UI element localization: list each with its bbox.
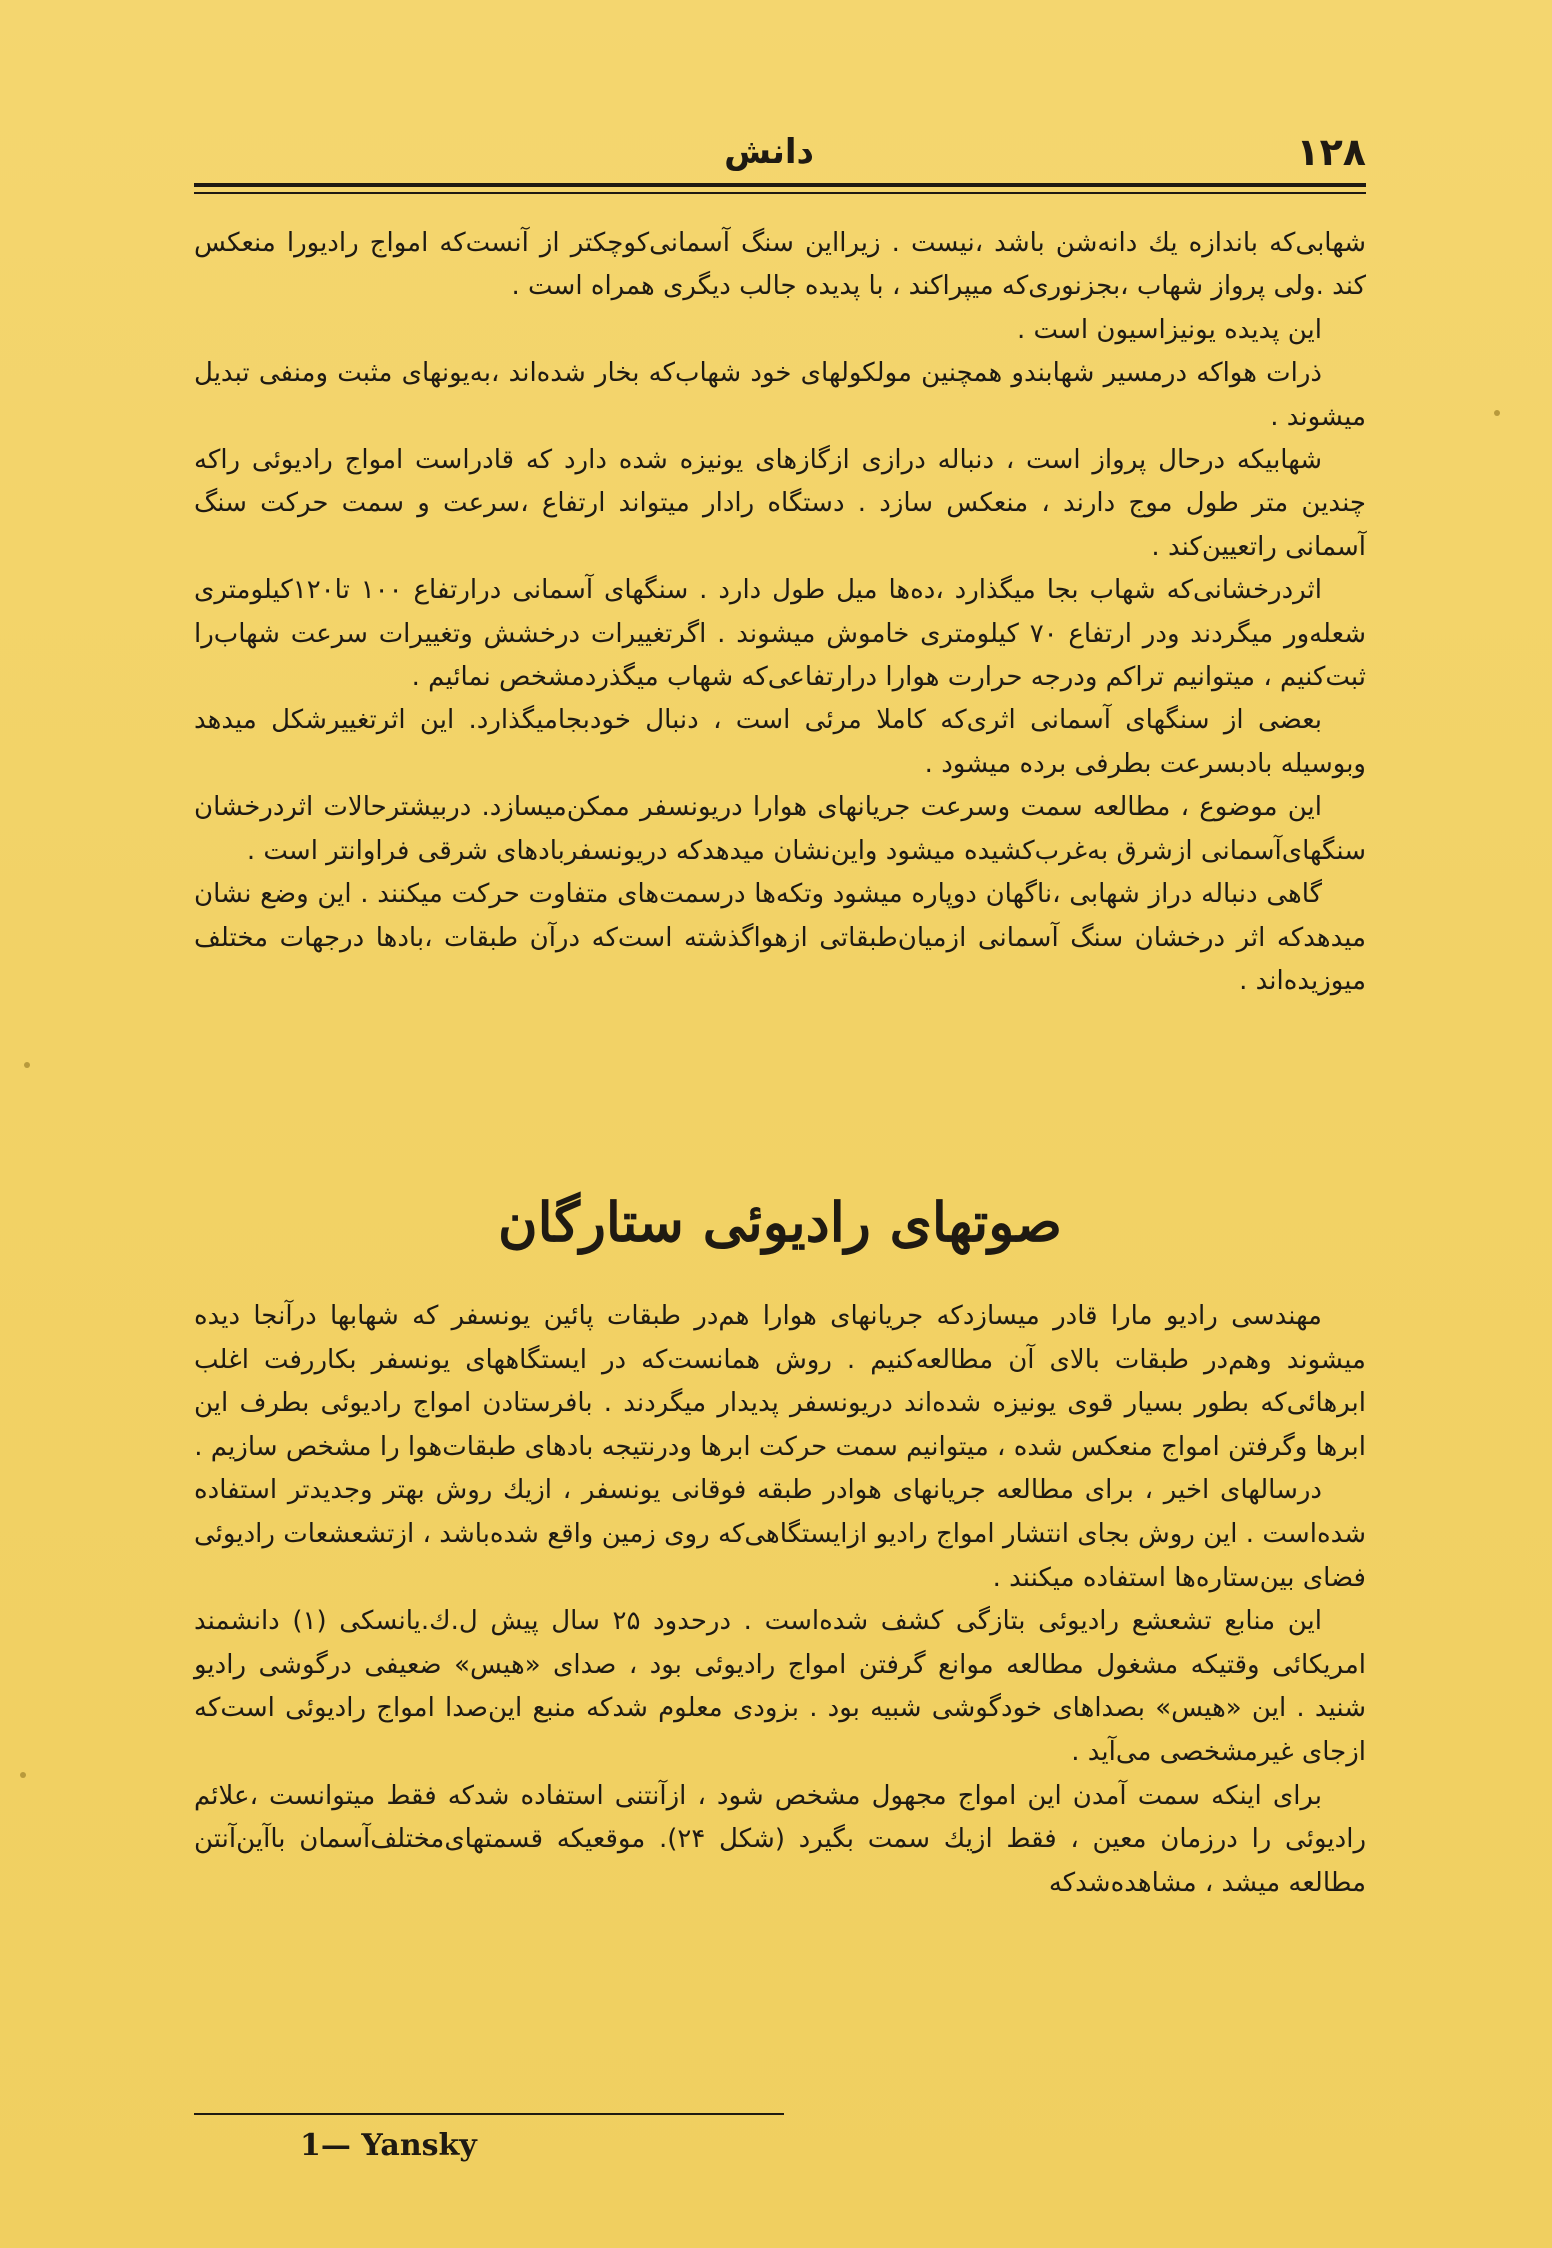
header-rule-thick <box>194 183 1366 187</box>
paragraph: بعضی از سنگهای آسمانی اثری‌که کاملا مرئی است ، دنبال خودبجامیگذارد. این اثرتغییرشکل میدهد وبوسیله بادبسرعت بطرفی برده میشود . <box>194 705 1366 779</box>
top-text-block <box>194 222 1366 1003</box>
paragraph: شهابیکه درحال پرواز است ، دنباله درازی ازگازهای یونیزه شده دارد که قادراست امواج رادیوئی راکه چندین متر طول موج دارند ، منعکس سازد . دستگاه رادار میتواند ارتفاع ،سرعت و سمت حرکت سنگ آسمانی راتعیین‌کند . <box>194 445 1366 562</box>
paragraph: درسالهای اخیر ، برای مطالعه جریانهای هوادر طبقه فوقانی یونسفر ، ازیك روش بهتر وجدیدتر استفاده شده‌است . این روش بجای انتشار امواج رادیو ازایستگاهی‌که روی زمین واقع شده‌باشد ، ازتشعشعات رادیوئی فضای بین‌ستاره‌ها استفاده میکنند . <box>194 1475 1366 1593</box>
footnote-rule <box>194 2113 784 2115</box>
footnote: 1— Yansky <box>300 2128 477 2163</box>
margin-mark <box>20 1772 26 1778</box>
paragraph: ذرات هواکه درمسیر شهابندو همچنین مولکولهای خود شهاب‌که بخار شده‌اند ،به‌یونهای مثبت ومنفی تبدیل میشوند . <box>194 358 1366 432</box>
margin-mark <box>1494 410 1500 416</box>
paragraph: این پدیده یونیزاسیون است . <box>1017 314 1322 345</box>
page-number: ۱۲۸ <box>1296 130 1366 174</box>
header-rule-thin <box>194 192 1366 194</box>
paragraph: این موضوع ، مطالعه سمت وسرعت جریانهای هوارا دریونسفر ممکن‌میسازد. دربیشترحالات اثردرخشان سنگهای‌آسمانی ازشرق به‌غرب‌کشیده میشود واین‌نشان میدهدکه دریونسفربادهای شرقی فراوانتر است . <box>194 792 1366 866</box>
paragraph: این منابع تشعشع رادیوئی بتازگی کشف شده‌است . درحدود ۲۵ سال پیش ل.ك.یانسکی (۱) دانشمند امریکائی وقتیکه مشغول مطالعه موانع گرفتن امواج رادیوئی بود ، صدای «هیس» ضعیفی درگوشی رادیو شنید . این «هیس» بصداهای خودگوشی شبیه بود . بزودی معلوم شدکه منبع این‌صدا امواج رادیوئی است‌که ازجای غیرمشخصی می‌آید . <box>194 1606 1366 1767</box>
paragraph: برای اینکه سمت آمدن این امواج مجهول مشخص شود ، ازآنتنی استفاده شدکه فقط میتوانست ،علائم رادیوئی را درزمان معین ، فقط ازیك سمت بگیرد (شکل ۲۴). موقعیکه قسمتهای‌مختلف‌آسمان باآین‌آنتن مطالعه میشد ، مشاهده‌شدکه <box>194 1780 1366 1898</box>
paragraph: گاهی دنباله دراز شهابی ،ناگهان دوپاره میشود وتکه‌ها درسمت‌های متفاوت حرکت میکنند . این وضع نشان میدهدکه اثر درخشان سنگ آسمانی ازمیان‌طبقاتی ازهواگذشته است‌که درآن طبقات ،بادها درجهات مختلف میوزیده‌اند . <box>194 879 1366 996</box>
paragraph: اثردرخشانی‌که شهاب بجا میگذارد ،ده‌ها میل طول دارد . سنگهای آسمانی درارتفاع ۱۰۰ تا۱۲۰کیلومتری شعله‌ور میگردند ودر ارتفاع ۷۰ کیلومتری خاموش میشوند . اگرتغییرات درخشش وتغییرات سرعت شهاب‌را ثبت‌کنیم ، میتوانیم تراکم ودرجه حرارت هوارا درارتفاعی‌که شهاب میگذردمشخص نمائیم . <box>194 575 1366 693</box>
bottom-text-block <box>194 1295 1366 1905</box>
running-title: دانش <box>724 132 814 172</box>
paragraph: مهندسی رادیو مارا قادر میسازدکه جریانهای هوارا هم‌در طبقات پائین یونسفر که شهابها درآنجا دیده میشوند وهم‌در طبقات بالای آن مطالعه‌کنیم . روش همانست‌که در ایستگاههای یونسفر بکاررفت اغلب ابرهائی‌که بطور بسیار قوی یونیزه شده‌اند دریونسفر پدیدار میگردند . بافرستادن امواج رادیوئی بطرف این ابرها وگرفتن امواج منعکس شده ، میتوانیم سمت حرکت ابرها ودرنتیجه بادهای طبقات‌هوا را مشخص سازیم . <box>194 1301 1366 1462</box>
paragraph: شهابی‌که باندازه یك دانه‌شن باشد ،نیست . زیرااین سنگ آسمانی‌کوچکتر از آنست‌که امواج رادیورا منعکس کند .ولی پرواز شهاب ،بجزنوری‌که میپراکند ، با پدیده جالب دیگری همراه است . <box>194 228 1366 302</box>
section-title: صوتهای رادیوئی ستارگان <box>498 1190 1062 1254</box>
margin-mark <box>24 1062 30 1068</box>
page-header <box>196 130 1366 180</box>
